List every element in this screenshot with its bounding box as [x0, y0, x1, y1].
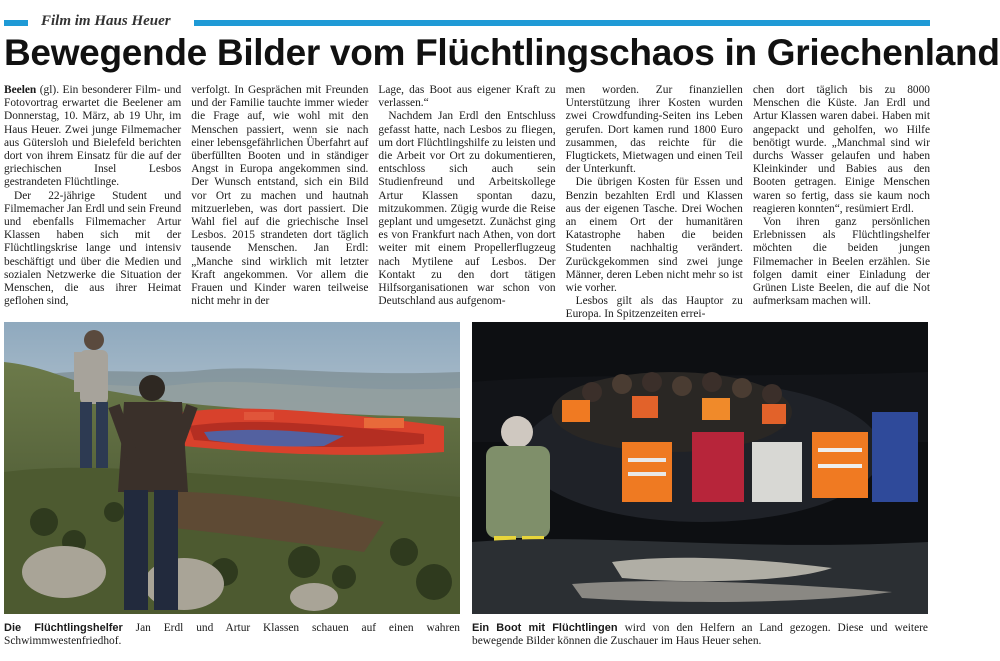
- photo-illustration: [472, 322, 928, 614]
- caption-text: Jan Erdl und Artur Klassen schauen auf einen wahren Schwimmwestenfriedhof.: [4, 622, 460, 647]
- caption-lead: Die Flüchtlingshelfer: [4, 622, 123, 634]
- headline: Bewegende Bilder vom Flüchtlingschaos in Griechenland: [4, 32, 1000, 73]
- article-column-2: [191, 84, 368, 312]
- paragraph: chen dort täglich bis zu 8000 Menschen die Küste. Jan Erdl und Artur Klassen waren dabei. Haben mit angepackt und geholfen, wo Hilfe benötigt wurde. „Manchmal sind wir durchs Wasser gelaufen und haben Kleinkinder und Babies aus den Booten getragen. Einige Menschen waren so fertig, dass sie kaum noch reagieren konnten“, resümiert Erdl.: [752, 84, 931, 215]
- paragraph: Lage, das Boot aus eigener Kraft zu verlassen.“: [378, 84, 556, 110]
- paragraph: Von ihren ganz persönlichen Erlebnissen als Flüchtlingshelfer möchten die beiden jungen Filmemacher in Beelen erzählen. Sie folgen damit einer Einladung der Grünen Liste Beelen, die auf die Not aufmerksam machen will.: [752, 216, 931, 308]
- article-column-1: [4, 84, 181, 312]
- article-column-3: [378, 84, 555, 312]
- article-body: [4, 84, 931, 321]
- photo-caption-left: [4, 622, 460, 648]
- dateline: Beelen: [4, 84, 37, 96]
- paragraph: Der 22-jährige Student und Filmemacher Jan Erdl und sein Freund und ebenfalls Filmemacher Artur Klassen haben sich mit der Flüchtlingskrise lange und intensiv beschäftigt und über die Medien und sozialen Netzwerke die Situation der Menschen, die aus ihrer Heimat geflohen sind,: [4, 189, 182, 308]
- crowd-in-boat: [552, 372, 792, 452]
- rubric-bar-left: [4, 20, 28, 26]
- photo-caption-right: [472, 622, 928, 648]
- paragraph: Lesbos gilt als das Hauptor zu Europa. In Spitzenzeiten errei-: [565, 295, 743, 321]
- paragraph: men worden. Zur finanziellen Unterstützung ihrer Kosten wurden zwei Crowdfunding-Seiten ins Leben gerufen. Dort kamen rund 1800 Euro zusammen, das reichte für die Flugtickets, Mietwagen und einen Teil der Unterkunft.: [565, 84, 743, 176]
- paragraph-text: (gl). Ein besonderer Film- und Fotovortrag erwartet die Beelener am Donnerstag, 10. März, ab 19 Uhr, im Haus Heuer. Zwei junge Filmemacher aus Gütersloh und Bielefeld berichten dort von ihrem Einsatz für die auf der griechischen Insel Lesbos gestrandeten Flüchtlinge.: [4, 84, 182, 189]
- article-column-4: [565, 84, 743, 321]
- paragraph: Nachdem Jan Erdl den Entschluss gefasst hatte, nach Lesbos zu fliegen, um dort Flüchtlingshilfe zu leisten und die Arbeit vor Ort zu dokumentieren, entschloss sich auch sein Studienfreund und Arbeitskollege Artur Klassen spontan dazu, mitzukommen. Zügig wurde die Reise geplant und umgesetzt. Zunächst ging es von Frankfurt nach Athen, von dort weiter mit einem Propellerflugzeug nach Mytilene auf Lesbos. Der Kontakt zu den dort tätigen Hilfsorganisationen war schon von Deutschland aus aufgenom-: [378, 110, 556, 308]
- caption-text: wird von den Helfern an Land gezogen. Diese und weitere bewegende Bilder können die Zuschauer im Haus Heuer sehen.: [472, 622, 928, 647]
- paragraph: [4, 84, 181, 190]
- paragraph: Die übrigen Kosten für Essen und Benzin bezahlten Erdl und Klassen aus der eigenen Tasche. Drei Wochen an einem Ort der humanitären Katastrophe haben die beiden Studenten nachhaltig verändert. Zurückgekommen sind zwei junge Männer, deren Leben nicht mehr so ist wie vorher.: [565, 176, 743, 295]
- article-column-5: [753, 84, 930, 312]
- photo-illustration: [4, 322, 460, 614]
- rubric-label: Film im Haus Heuer: [37, 13, 175, 30]
- paragraph: verfolgt. In Gesprächen mit Freunden und der Familie tauchte immer wieder die Frage auf, wie wohl mit den Menschen passiert, wenn sie nach einer lebensgefährlichen Überfahrt auf überfüllten Booten und in ständiger Angst in Europa angekommen sind. Der Wunsch entstand, sich ein Bild vor Ort zu machen und hautnah mitzuerleben, was dort passiert. Die Wahl fiel auf die griechische Insel Lesbos. 2015 strandeten dort täglich tausende Menschen. Jan Erdl: „Manche sind wirklich mit letzter Kraft angekommen. Vor allem die Frauen und Kinder waren teilweise nicht mehr in der: [191, 84, 369, 308]
- photo-boat-landing: [472, 322, 928, 614]
- photo-life-vest-graveyard: [4, 322, 460, 614]
- caption-lead: Ein Boot mit Flüchtlingen: [472, 622, 618, 634]
- rubric-bar-right: [194, 20, 930, 26]
